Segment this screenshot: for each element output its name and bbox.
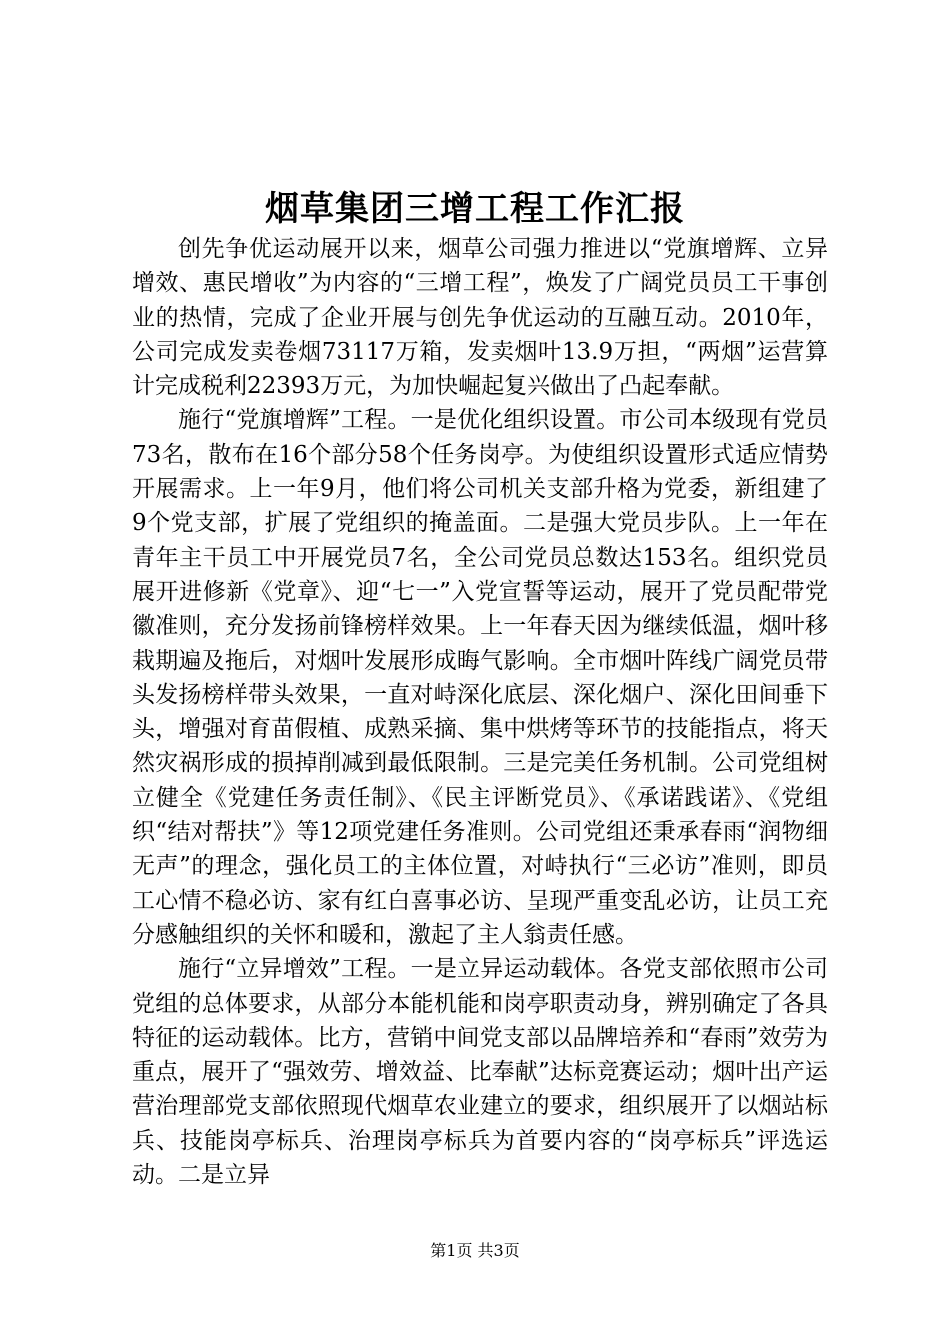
page-footer: 第1页 共3页 [430,1241,520,1260]
paragraph-innovation: 施行“立异增效”工程。一是立异运动载体。各党支部依照市公司党组的总体要求，从部分本能机能和岗亭职责动身，辨别确定了各具特征的运动载体。比方，营销中间党支部以品牌培养和“春雨”效劳为重点，展开了“强效劳、增效益、比奉献”达标竞赛运动；烟叶出产运营治理部党支部依照现代烟草农业建立的要求，组织展开了以烟站标兵、技能岗亭标兵、治理岗亭标兵为首要内容的“岗亭标兵”评选运动。二是立异 [132,956,828,1189]
document-body [132,232,828,1192]
document-title: 烟草集团三增工程工作汇报 [265,189,685,229]
paragraph-intro: 创先争优运动展开以来，烟草公司强力推进以“党旗增辉、立异增效、惠民增收”为内容的“三增工程”，焕发了广阔党员员工干事创业的热情，完成了企业开展与创先争优运动的互融互动。2010年，公司完成发卖卷烟73117万箱，发卖烟叶13.9万担，“两烟”运营算计完成税利22393万元，为加快崛起复兴做出了凸起奉献。 [132,236,828,400]
paragraph-party-flag: 施行“党旗增辉”工程。一是优化组织设置。市公司本级现有党员73名，散布在16个部分58个任务岗亭。为使组织设置形式适应情势开展需求。上一年9月，他们将公司机关支部升格为党委，新组建了9个党支部，扩展了党组织的掩盖面。二是强大党员步队。上一年在青年主干员工中开展党员7名，全公司党员总数达153名。组织党员展开进修新《党章》、迎“七一”入党宣誓等运动，展开了党员配带党徽准则，充分发扬前锋榜样效果。上一年春天因为继续低温，烟叶移栽期遍及拖后，对烟叶发展形成晦气影响。全市烟叶阵线广阔党员带头发扬榜样带头效果，一直对峙深化底层、深化烟户、深化田间垂下头，增强对育苗假植、成熟采摘、集中烘烤等环节的技能指点，将天然灾祸形成的损掉削减到最低限制。三是完美任务机制。公司党组树立健全《党建任务责任制》、《民主评断党员》、《承诺践诺》、《党组织“结对帮扶”》等12项党建任务准则。公司党组还秉承春雨“润物细无声”的理念，强化员工的主体位置，对峙执行“三必访”准则，即员工心情不稳必访、家有红白喜事必访、呈现严重变乱必访，让员工充分感触组织的关怀和暖和，激起了主人翁责任感。 [132,407,828,948]
